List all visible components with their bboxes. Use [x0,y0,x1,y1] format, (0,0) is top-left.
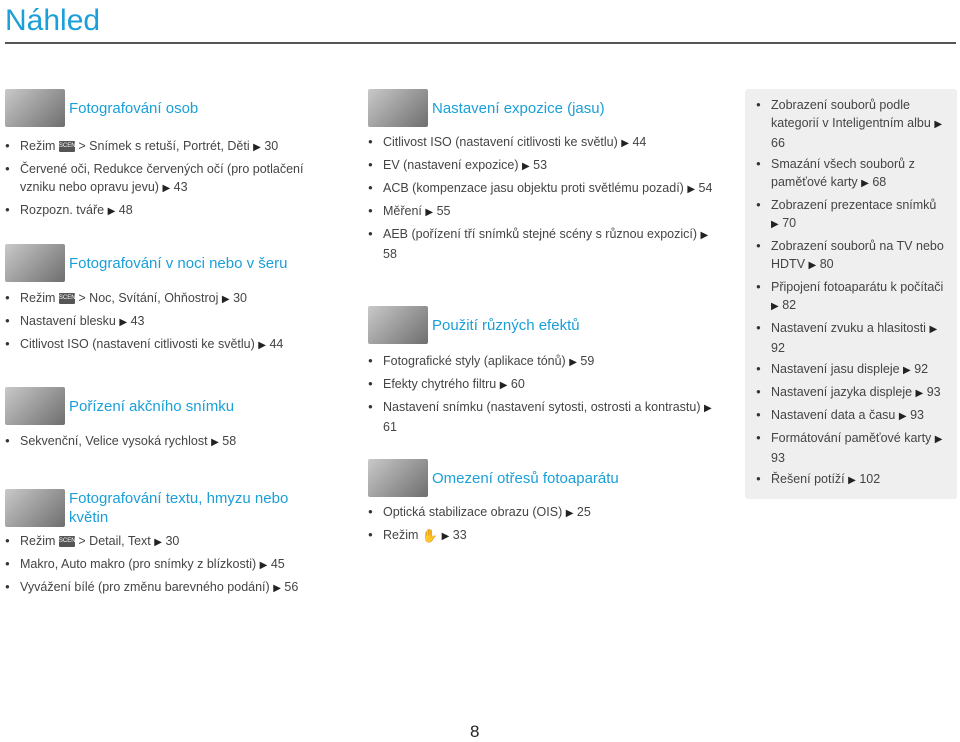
item-text: > Noc, Svítání, Ohňostroj [78,291,219,305]
scene-mode-icon: SCENE [59,141,75,152]
item-list [5,432,325,452]
item-text: Červené oči, Redukce červených očí (pro potlačení vzniku nebo opravu jevu) [20,162,304,194]
page-reference: 53 [533,158,548,172]
page-arrow-icon: ▶ [273,583,281,594]
item-text: Nastavení jasu displeje [771,362,900,376]
item-text: EV (nastavení expozice) [383,158,519,172]
page-reference: 61 [383,420,397,434]
page-reference: 45 [270,557,285,571]
item-list [756,96,947,490]
page-arrow-icon: ▶ [929,324,938,335]
list-item [368,352,713,372]
page-reference: 44 [632,135,647,149]
page-reference: 66 [771,136,785,150]
page-reference: 33 [452,528,467,542]
page-arrow-icon: ▶ [425,207,434,218]
page-arrow-icon: ▶ [259,560,268,571]
list-item [368,133,713,153]
list-item [756,470,947,490]
item-text: Nastavení blesku [20,314,116,328]
list-item [5,160,325,198]
item-text: Formátování paměťové karty [771,431,932,445]
page-arrow-icon: ▶ [903,365,911,376]
section-action [5,386,325,455]
page-reference: 93 [771,451,785,465]
list-item [756,319,947,357]
page-arrow-icon: ▶ [253,142,261,153]
page-reference: 43 [173,180,188,194]
item-text: Fotografické styly (aplikace tónů) [383,354,566,368]
page-reference: 48 [118,203,133,217]
list-item [368,375,713,395]
page-reference: 60 [510,377,525,391]
page-reference: 30 [264,139,279,153]
page-reference: 58 [383,247,397,261]
page-reference: 102 [859,472,881,486]
page-arrow-icon: ▶ [861,178,869,189]
page-arrow-icon: ▶ [934,434,943,445]
page-arrow-icon: ▶ [771,219,779,230]
item-text: Zobrazení prezentace snímků [771,198,937,212]
page-reference: 56 [284,580,299,594]
page-arrow-icon: ▶ [565,508,574,519]
page-reference: 58 [222,434,237,448]
page-arrow-icon: ▶ [915,388,924,399]
item-text: Smazání všech souborů z paměťové karty [771,157,915,189]
item-list [5,532,325,598]
list-item [5,201,325,221]
page-arrow-icon: ▶ [808,260,817,271]
page-arrow-icon: ▶ [898,411,907,422]
item-text: Nastavení jazyka displeje [771,385,913,399]
section-portrait [5,88,325,224]
page-arrow-icon: ▶ [687,184,696,195]
man-photo [368,459,428,497]
section-title: Omezení otřesů fotoaparátu [432,469,619,487]
section-title: Nastavení expozice (jasu) [432,99,605,117]
page-number: 8 [470,722,480,741]
list-item [756,278,947,316]
list-item [756,237,947,275]
page-arrow-icon: ▶ [700,230,709,241]
page-reference: 93 [926,385,941,399]
list-item [756,360,947,380]
item-text: Režim [20,534,56,548]
item-list [368,503,713,546]
page-reference: 54 [698,181,713,195]
page-arrow-icon: ▶ [107,206,116,217]
list-item [368,202,713,222]
page-reference: 92 [914,362,929,376]
item-list [368,133,713,263]
item-text: Zobrazení souborů na TV nebo HDTV [771,239,944,271]
item-text: Citlivost ISO (nastavení citlivosti ke světlu) [383,135,618,149]
item-text: Efekty chytrého filtru [383,377,497,391]
item-text: Makro, Auto makro (pro snímky z blízkosti) [20,557,257,571]
page-arrow-icon: ▶ [211,437,219,448]
section-effects [368,305,713,439]
couple-photo [368,89,428,127]
page-arrow-icon: ▶ [521,161,530,172]
item-text: Sekvenční, Velice vysoká rychlost [20,434,208,448]
list-item [368,398,713,436]
page-reference: 59 [580,354,595,368]
item-text: Nastavení snímku (nastavení sytosti, ostrosti a kontrastu) [383,400,701,414]
section-exposure [368,88,713,266]
page-arrow-icon: ▶ [621,138,629,149]
section-title: Pořízení akčního snímku [69,397,235,415]
page-arrow-icon: ▶ [154,537,162,548]
page-arrow-icon: ▶ [934,119,943,130]
item-text: > Snímek s retuší, Portrét, Děti [78,139,250,153]
section-closeup [5,488,325,601]
item-text: Zobrazení souborů podle kategorií v Inteligentním albu [771,98,931,130]
item-list [5,137,325,221]
page-arrow-icon: ▶ [258,340,266,351]
page-arrow-icon: ▶ [221,294,230,305]
section-title: Fotografování v noci nebo v šeru [69,254,288,272]
item-text: AEB (pořízení tří snímků stejné scény s různou expozicí) [383,227,698,241]
snowboarder-photo [5,387,65,425]
list-item [5,432,325,452]
page-arrow-icon: ▶ [162,183,171,194]
section-title: Použití různých efektů [432,316,580,334]
list-item [5,335,325,355]
list-item [756,96,947,152]
page-arrow-icon: ▶ [703,403,712,414]
scene-mode-icon: SCENE [59,293,75,304]
page-reference: 68 [872,175,887,189]
item-text: Citlivost ISO (nastavení citlivosti ke světlu) [20,337,255,351]
other-topics-panel [745,89,957,499]
title-divider [5,42,956,44]
item-text: Připojení fotoaparátu k počítači [771,280,944,294]
night-photo [5,244,65,282]
item-text: Nastavení data a času [771,408,896,422]
page-reference: 82 [782,298,797,312]
list-item [5,312,325,332]
list-item [368,526,713,546]
section-title: Fotografování osob [69,99,199,117]
item-text: Režim [383,528,419,542]
list-item [368,503,713,523]
page-reference: 92 [771,341,785,355]
page-reference: 30 [233,291,247,305]
page-reference: 55 [436,204,451,218]
item-text: Optická stabilizace obrazu (OIS) [383,505,563,519]
list-item [5,137,325,157]
flower-photo [5,489,65,527]
item-text: Režim [20,291,56,305]
list-item [756,155,947,193]
page-reference: 93 [910,408,924,422]
dual-is-hand-icon: ✋ [421,527,439,543]
page-reference: 70 [782,216,797,230]
page-arrow-icon: ▶ [119,317,128,328]
item-text: Režim [20,139,56,153]
item-text: Vyvážení bílé (pro změnu barevného podání) [20,580,270,594]
page-reference: 43 [130,314,145,328]
item-text: Řešení potíží [771,472,845,486]
list-item [756,383,947,403]
section-night [5,243,325,358]
page-title: Náhled [5,4,101,37]
section-title: Fotografování textu, hmyzu nebo květin [69,490,289,526]
list-item [5,532,325,552]
list-item [5,289,325,309]
page-reference: 25 [576,505,591,519]
vase-photo [368,306,428,344]
item-list [5,289,325,355]
page-reference: 44 [269,337,284,351]
portrait-photo [5,89,65,127]
list-item [5,555,325,575]
list-item [756,406,947,426]
list-item [5,578,325,598]
item-text: Měření [383,204,422,218]
list-item [756,196,947,234]
page-reference: 80 [819,257,834,271]
item-text: > Detail, Text [78,534,151,548]
list-item [368,156,713,176]
list-item [368,179,713,199]
item-text: ACB (kompenzace jasu objektu proti světlému pozadí) [383,181,684,195]
page-arrow-icon: ▶ [771,301,779,312]
page-arrow-icon: ▶ [569,357,577,368]
page-arrow-icon: ▶ [848,475,856,486]
section-shake [368,458,713,549]
item-text: Nastavení zvuku a hlasitosti [771,321,926,335]
list-item [756,429,947,467]
item-list [368,352,713,436]
scene-mode-icon: SCENE [59,536,75,547]
page-arrow-icon: ▶ [441,531,450,542]
page-arrow-icon: ▶ [499,380,508,391]
page-reference: 30 [165,534,180,548]
item-text: Rozpozn. tváře [20,203,105,217]
list-item [368,225,713,263]
